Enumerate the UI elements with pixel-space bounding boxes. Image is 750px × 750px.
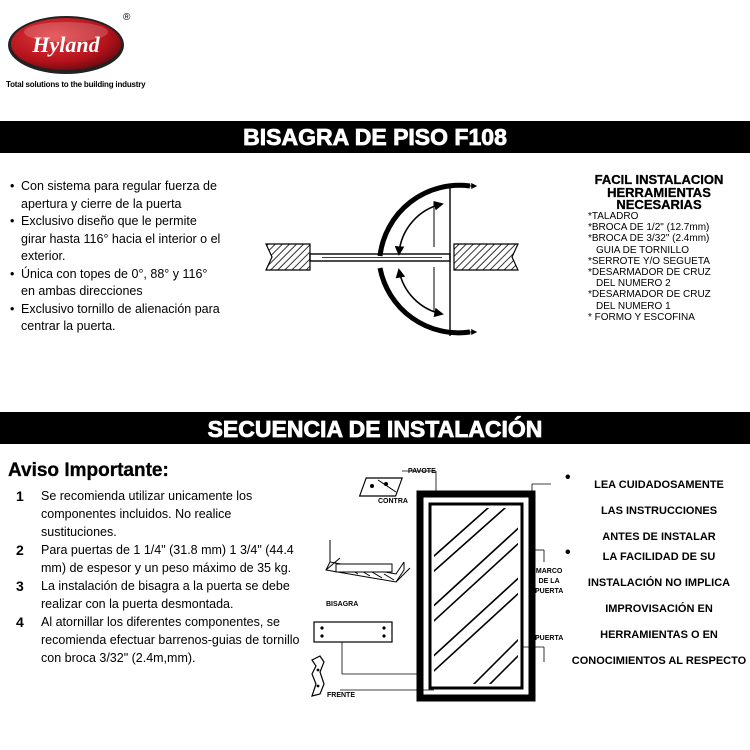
installation-diagram: [306, 462, 564, 712]
feature-item: • Exclusivo diseño que le permite girar hasta 116° hacia el interior o el exterior.: [10, 213, 222, 266]
frente-part: [312, 656, 324, 696]
step-item: 4 Al atornillar los diferentes componentes, se recomienda efectuar barrenos-guias de tornillo con broca 3/32" (2.4m,mm).: [16, 614, 300, 665]
aviso-steps: [16, 487, 306, 667]
feature-list: [10, 178, 222, 336]
step-item: 2 Para puertas de 1 1/4" (31.8 mm) 1 3/4" (44.4 mm) de espesor y un peso máximo de 35 kg.: [16, 542, 294, 575]
tool-item: * FORMO Y ESCOFINA: [588, 311, 695, 323]
bisagra-plate: [314, 622, 392, 642]
feature-item: • Exclusivo tornillo de alienación para centrar la puerta.: [10, 301, 222, 336]
warning-bullet: •: [565, 469, 571, 486]
swing-arc-inner-bottom: [399, 270, 442, 314]
step-item: 3 La instalación de bisagra a la puerta se debe realizar con la puerta desmontada.: [16, 578, 290, 611]
pavote-part: [360, 478, 403, 496]
swing-arc-inner-top: [399, 204, 442, 254]
feature-item: • Única con topes de 0°, 88° y 116° en ambas direcciones: [10, 266, 222, 301]
tool-item: *BROCA DE 1/2" (12.7mm): [588, 222, 710, 234]
label-contra: CONTRA: [378, 498, 408, 505]
feature-item: • Con sistema para regular fuerza de apertura y cierre de la puerta: [10, 178, 222, 213]
tool-item: *TALADRO: [588, 211, 639, 222]
step-item: 1 Se recomienda utilizar unicamente los componentes incluidos. No realice sustituciones.: [16, 488, 253, 539]
tool-item: *DESARMADOR DE CRUZ: [588, 267, 711, 279]
hyland-logo: [6, 14, 126, 76]
hinge-swing-diagram: [262, 172, 524, 342]
warning-group-1: LEA CUIDADOSAMENTE LAS INSTRUCCIONES ANTES DE INSTALAR: [594, 479, 724, 543]
warning-group-2: LA FACILIDAD DE SU INSTALACIÓN NO IMPLICA IMPROVISACIÓN EN HERRAMIENTAS O EN CONOCIMIENTOS AL RESPECTO: [571, 551, 747, 667]
wall-right: [454, 244, 518, 270]
sequence-title: SECUENCIA DE INSTALACIÓN: [0, 412, 750, 444]
tool-item: DEL NUMERO 2: [596, 278, 671, 290]
tool-item: DEL NUMERO 1: [596, 300, 671, 312]
floor-hinge-sketch: [326, 540, 410, 582]
registered-mark: ®: [123, 12, 131, 23]
wall-left: [266, 244, 310, 270]
label-frente: FRENTE: [327, 692, 355, 699]
tool-item: *BROCA DE 3/32" (2.4mm): [588, 233, 710, 245]
tool-item: *SERROTE Y/O SEGUETA: [588, 255, 710, 267]
product-title: BISAGRA DE PISO F108: [0, 121, 750, 153]
label-marco: MARCO DE LA PUERTA: [535, 568, 564, 595]
warning-bullet: •: [565, 544, 571, 561]
tools-title: FACIL INSTALACION HERRAMIENTAS NECESARIAS: [594, 172, 724, 212]
tagline: Total solutions to the building industry: [6, 80, 146, 89]
tool-item: GUIA DE TORNILLO: [596, 244, 689, 256]
label-puerta: PUERTA: [535, 635, 564, 642]
label-bisagra: BISAGRA: [326, 601, 359, 608]
label-pavote: PAVOTE: [408, 468, 436, 475]
tool-item: *DESARMADOR DE CRUZ: [588, 289, 711, 301]
swing-arc-outer-bottom: [380, 268, 470, 333]
logo-text: Hyland: [32, 32, 100, 57]
aviso-title: Aviso Importante:: [8, 460, 169, 481]
tools-list: [588, 211, 711, 323]
